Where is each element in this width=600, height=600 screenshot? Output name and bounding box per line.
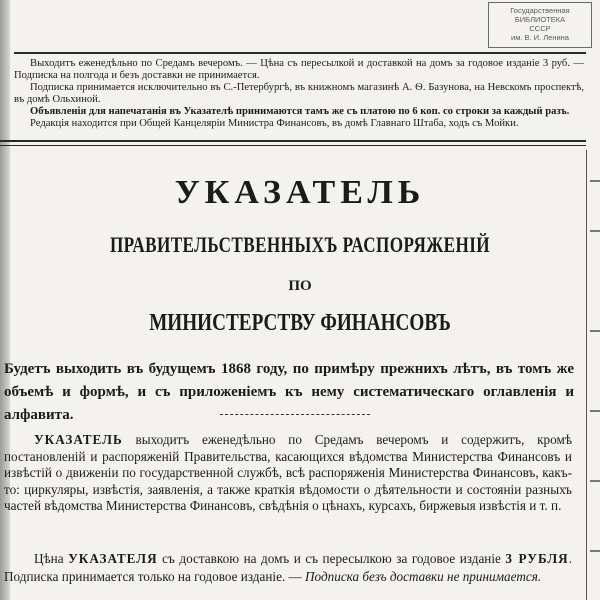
header-paragraph: Редакція находится при Общей Канцеляріи Министра Финансовъ, въ домѣ Главнаго Штаба, ходъ съ Мойки. (30, 118, 519, 129)
header-bottom-rule-thin (0, 145, 586, 146)
price-prefix: Цѣна (34, 551, 69, 566)
stamp-line: им. В. И. Ленина (511, 33, 569, 42)
price-mid: съ доставкою на домъ и съ пересылкою за годовое изданіе (157, 551, 506, 566)
title-line-4: МИНИСТЕРСТВУ ФИНАНСОВЪ (149, 310, 451, 336)
keyword-ukazatel: УКАЗАТЕЛЬ (34, 432, 123, 447)
stamp-line: Государственная (510, 6, 570, 15)
header-paragraph: Выходитъ еженедѣльно по Средамъ вечеромъ. — Цѣна съ пересылкой и доставкой на домъ за годовое изданіе 3 руб. — Подписка на полгода и безъ доставки не принимается. (14, 58, 584, 81)
header-bottom-rule (0, 140, 586, 142)
section-divider (220, 414, 370, 415)
stamp-line: СССР (529, 24, 551, 33)
stamp-line: БИБЛИОТЕКА (514, 15, 566, 24)
price-paragraph (4, 550, 572, 586)
subscription-header (14, 58, 584, 130)
header-paragraph: Подписка принимается исключительно въ С.-Петербургѣ, въ книжномъ магазинѣ А. Ѳ. Базунова, на Невскомъ проспектѣ, въ домѣ Ольхиной. (14, 82, 584, 105)
library-stamp (488, 2, 592, 48)
announcement-lead: Будетъ выходить въ будущемъ 1868 году, по примѣру прежнихъ лѣтъ, въ томъ же объемѣ и формѣ, и съ приложеніемъ къ нему систематическаго оглавленія и алфавита. (4, 361, 574, 423)
price-note: Подписка безъ доставки не принимается. (305, 569, 542, 584)
keyword-ukazatelya: УКАЗАТЕЛЯ (68, 551, 158, 566)
header-top-rule (14, 52, 586, 54)
title-line-2: ПРАВИТЕЛЬСТВЕННЫХЪ РАСПОРЯЖЕНІЙ (109, 232, 491, 257)
price-text: . Подписка принимается только на годовое изданіе. — (4, 551, 572, 584)
title-line-3: ПО (288, 278, 312, 294)
title-main: УКАЗАТЕЛЬ (174, 174, 426, 211)
description-paragraph (4, 432, 572, 515)
price-value: 3 РУБЛЯ (505, 551, 569, 566)
adjacent-column-edge (586, 150, 600, 600)
header-paragraph: Объявленія для напечатанія въ Указателѣ принимаются тамъ же съ платою по 6 коп. со строки за каждый разъ. (30, 106, 570, 117)
description-text: выходитъ еженедѣльно по Средамъ вечеромъ и содержитъ, кромѣ постановленій и распоряженій Правительства, касающихся вѣдомства Министерства Финансовъ и извѣстій о движеніи по государственной службѣ, всѣ распоряженія Министерства Финансовъ, какъ-то: циркуляры, извѣстія, заявленія, а также краткія вѣдомости о дѣятельности и состояніи разныхъ частей вѣдомства Министерства Финансовъ, свѣдѣнія о цѣнахъ, курсахъ, биржевыя извѣстія и т. п. (4, 432, 572, 514)
